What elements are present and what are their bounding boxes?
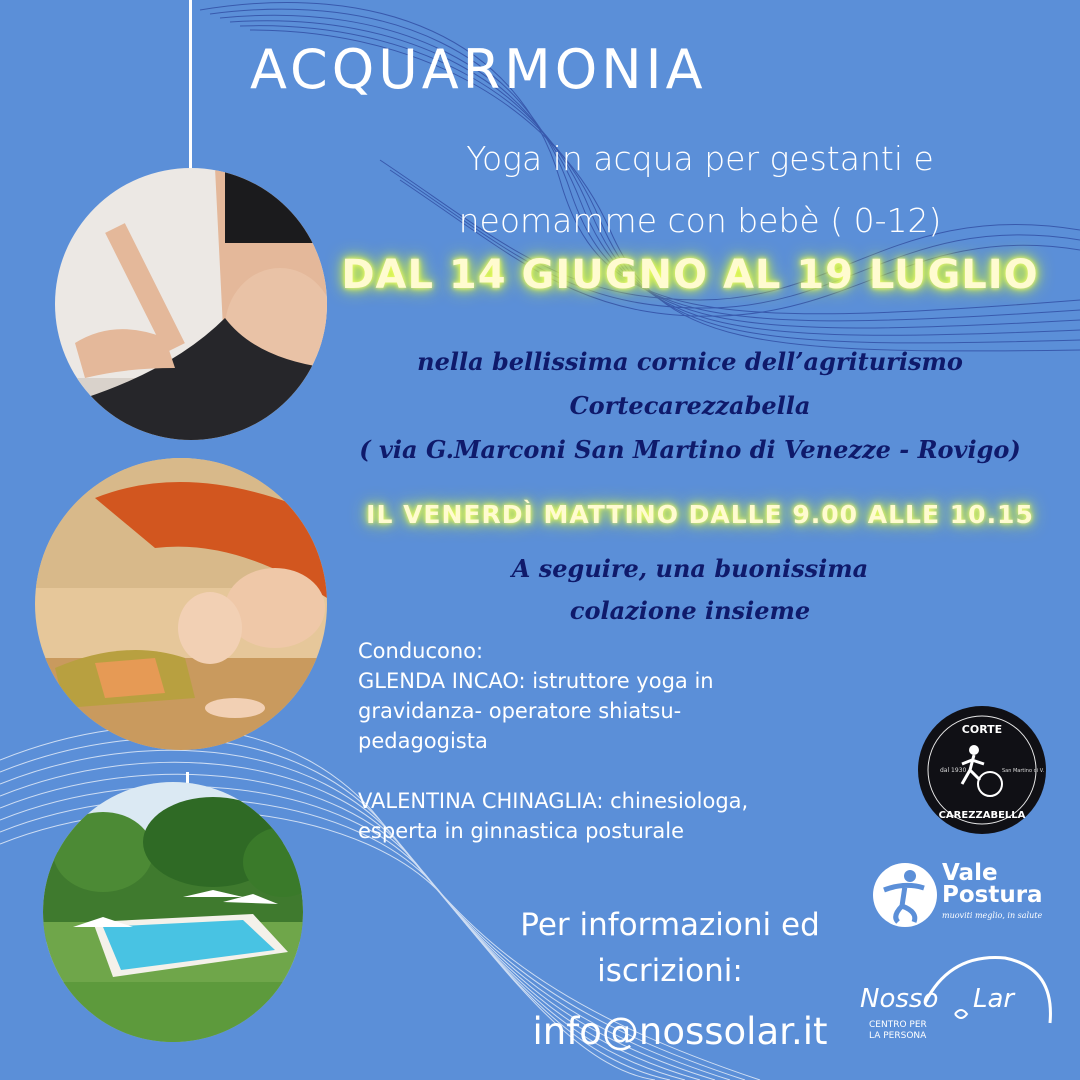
photo-agriturismo-pool	[43, 782, 303, 1042]
vale-postura-logo	[870, 860, 1070, 930]
contact-email[interactable]: info@nossolar.it	[532, 1010, 828, 1053]
event-title: ACQUARMONIA	[250, 38, 707, 101]
vale-postura-name-2: Postura	[942, 882, 1043, 908]
instructor-line: esperta in ginnastica posturale	[358, 819, 685, 843]
info-line-2: iscrizioni:	[597, 953, 743, 989]
vale-postura-name	[942, 862, 1043, 906]
after-line-2: colazione insieme	[569, 596, 811, 625]
pool-image	[43, 782, 303, 1042]
nossolar-sub-2: LA PERSONA	[869, 1031, 927, 1041]
subtitle-line-2: neomamme con bebè ( 0-12)	[458, 201, 942, 240]
subtitle-line-1: Yoga in acqua per gestanti e	[466, 139, 934, 178]
corte-logo-graphic	[918, 706, 1046, 834]
instructors-heading: Conducono:	[358, 639, 484, 663]
spacer	[358, 756, 868, 786]
nossolar-name-2: Lar	[973, 984, 1015, 1014]
corte-right-small: San Martino di V.	[1002, 768, 1045, 774]
event-dates: DAL 14 GIUGNO AL 19 LUGLIO	[341, 252, 1039, 298]
instructor-line: VALENTINA CHINAGLIA: chinesiologa,	[358, 789, 749, 813]
instructors-block	[358, 636, 868, 846]
mother-baby-image	[35, 458, 327, 750]
vertical-divider-top	[189, 0, 192, 170]
info-line-1: Per informazioni ed	[520, 907, 820, 943]
event-subtitle	[380, 128, 1020, 252]
corte-bottom-text: CAREZZABELLA	[938, 810, 1026, 821]
breakfast-note	[390, 548, 990, 632]
venue-line-3: ( via G.Marconi San Martino di Venezze - Rovigo)	[359, 435, 1021, 464]
corte-carezzabella-logo	[918, 706, 1046, 834]
nossolar-sub-1: CENTRO PER	[869, 1020, 927, 1030]
venue-description	[300, 340, 1080, 472]
nossolar-logo	[855, 948, 1070, 1048]
pregnant-yoga-image	[55, 168, 327, 440]
photo-pregnant-yoga	[55, 168, 327, 440]
vale-postura-tagline: muoviti meglio, in salute	[942, 911, 1043, 920]
venue-line-1: nella bellissima cornice dell’agriturismo	[417, 347, 963, 376]
vale-postura-name-1: Vale	[942, 860, 998, 886]
instructor-line: GLENDA INCAO: istruttore yoga in	[358, 669, 714, 693]
nossolar-name-1: Nosso	[860, 984, 939, 1014]
instructor-line: gravidanza- operatore shiatsu-	[358, 699, 682, 723]
instructor-line: pedagogista	[358, 729, 488, 753]
venue-line-2: Cortecarezzabella	[569, 391, 811, 420]
event-schedule: IL VENERDÌ MATTINO DALLE 9.00 ALLE 10.15	[366, 500, 1034, 529]
photo-mother-baby	[35, 458, 327, 750]
info-heading	[480, 902, 860, 994]
after-line-1: A seguire, una buonissima	[511, 554, 869, 583]
vale-postura-figure-icon	[870, 860, 940, 930]
corte-left-small: dal 1930	[940, 767, 967, 774]
nossolar-subtitle	[869, 1020, 927, 1042]
corte-top-text: CORTE	[961, 723, 1003, 736]
